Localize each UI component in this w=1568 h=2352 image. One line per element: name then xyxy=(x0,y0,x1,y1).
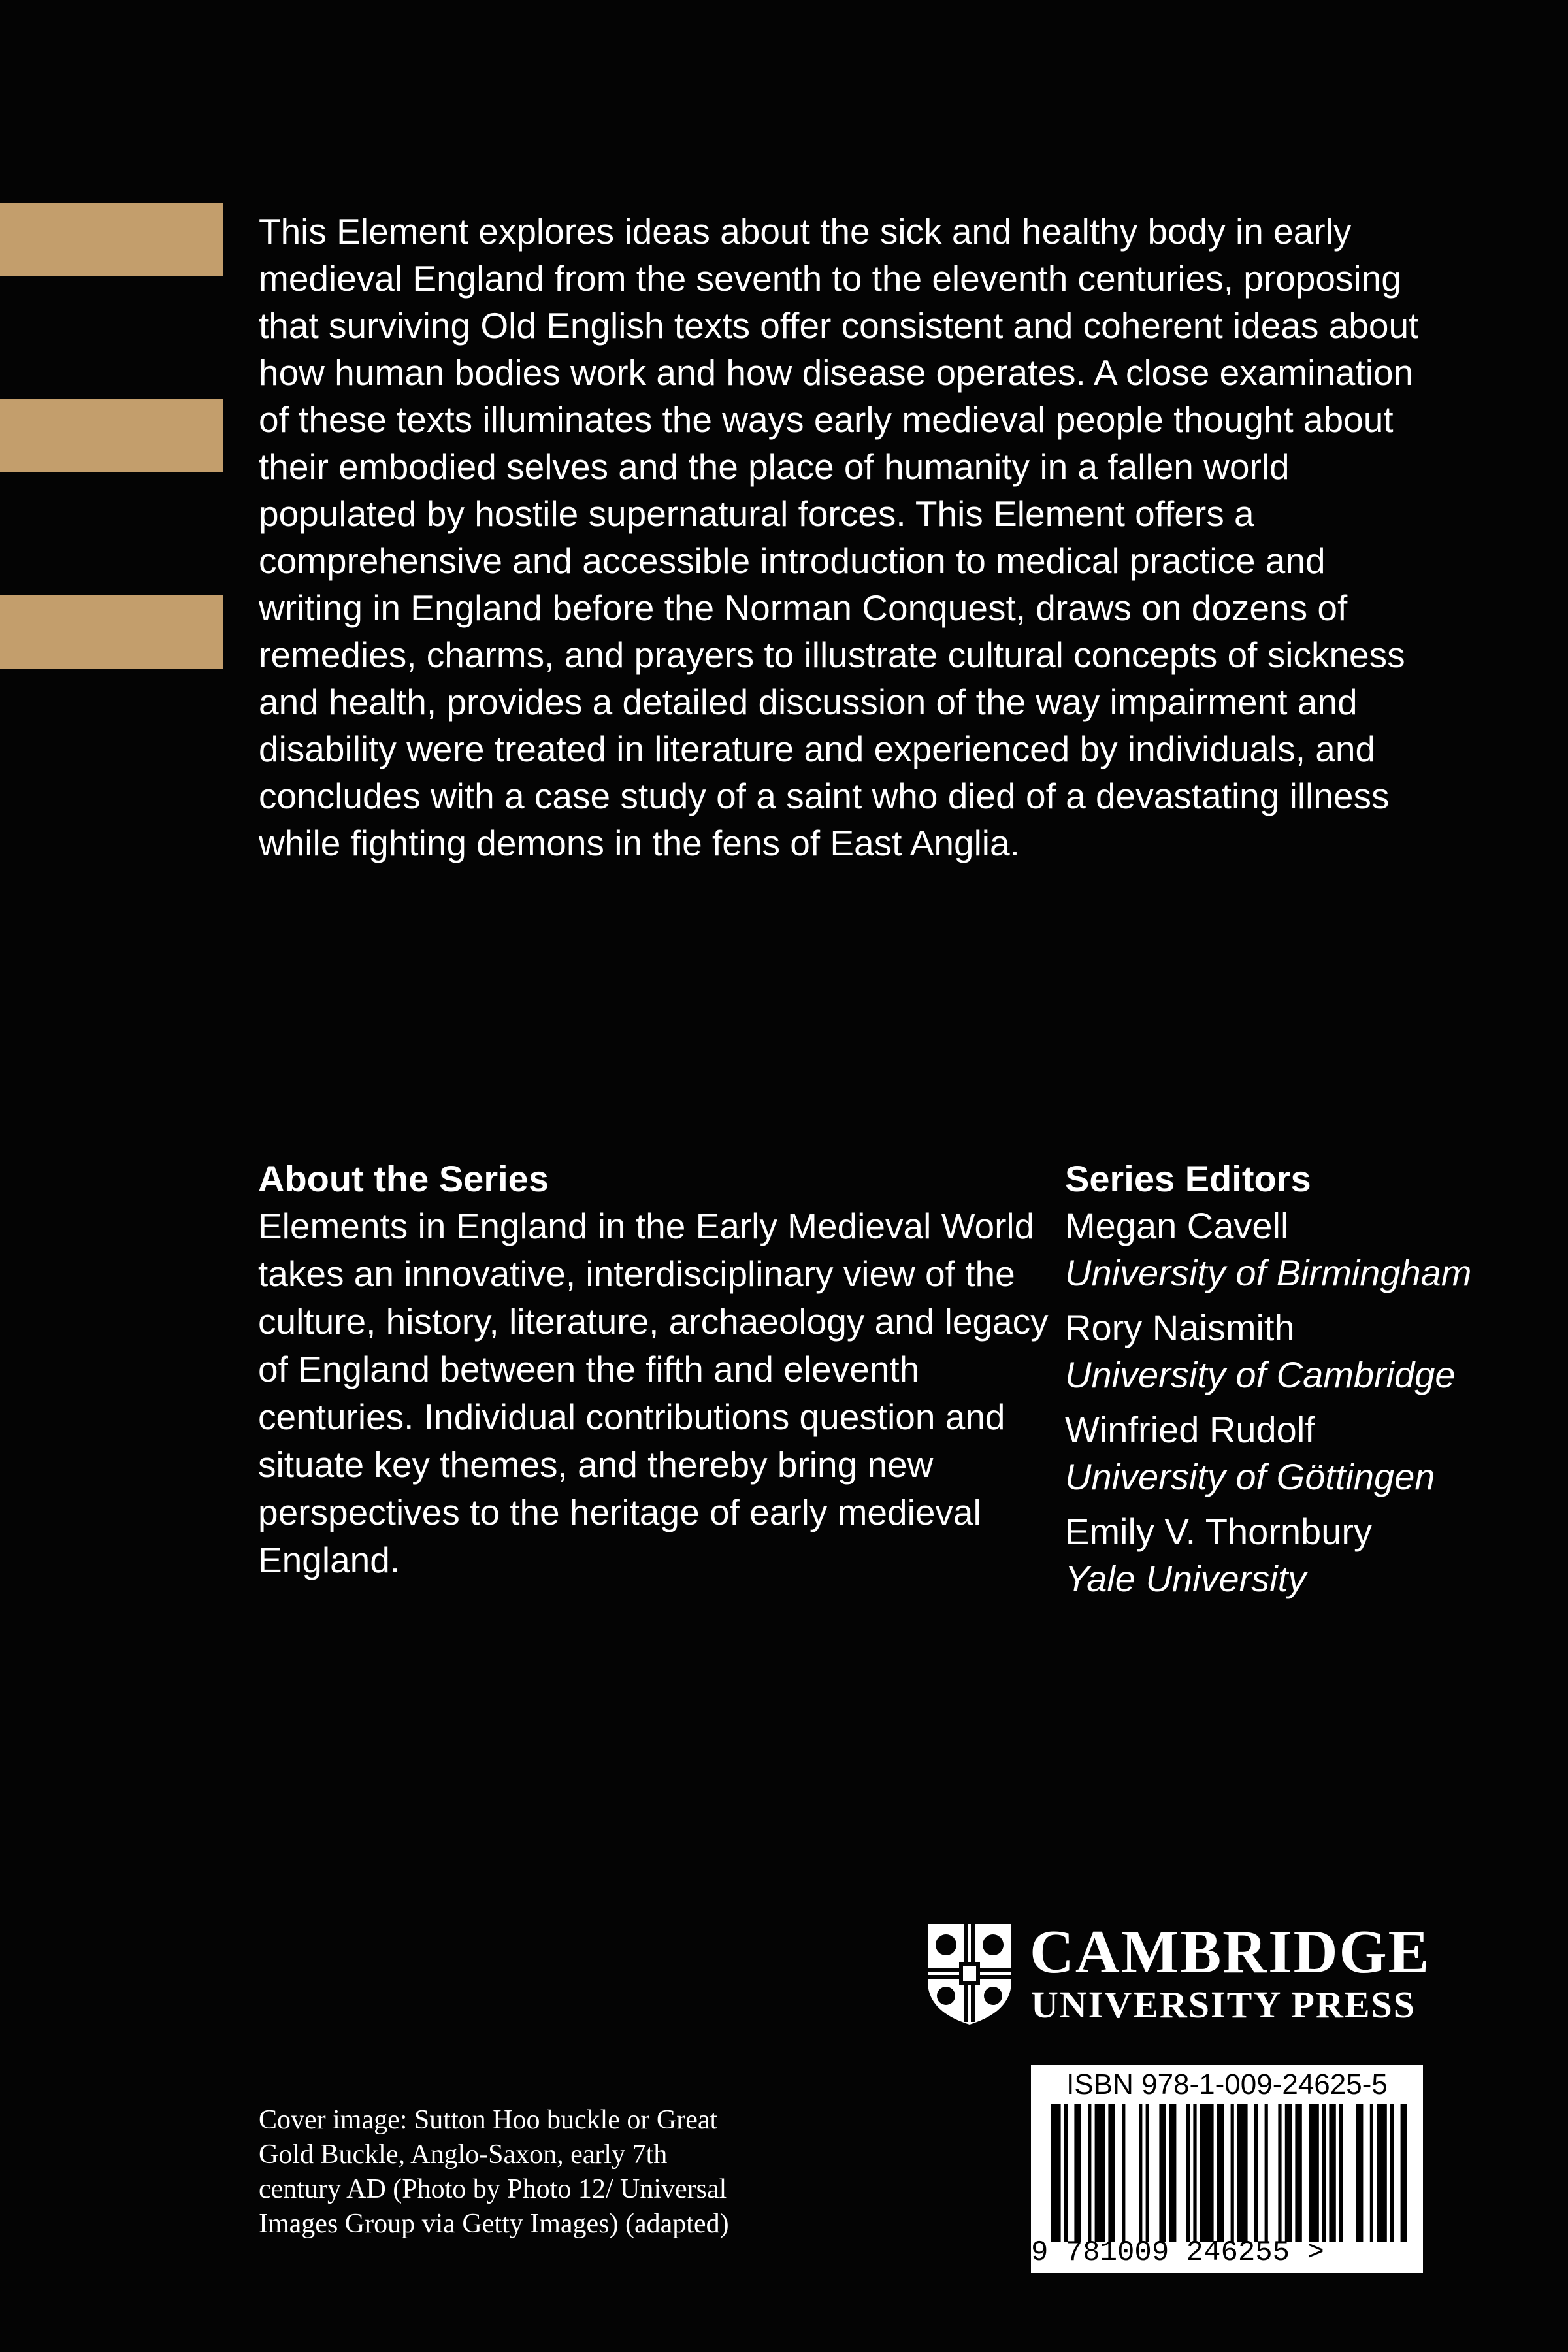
editor-entry xyxy=(1065,1202,1561,1297)
editor-affiliation: Yale University xyxy=(1065,1558,1307,1599)
about-the-series-section xyxy=(258,1155,1049,1584)
publisher-subname: UNIVERSITY PRESS xyxy=(1031,1983,1416,2026)
editor-entry xyxy=(1065,1304,1561,1399)
cover-image-credit: Cover image: Sutton Hoo buckle or Great Gold Buckle, Anglo-Saxon, early 7th century AD (Photo by Photo 12/ Universal Images Group via Getty Images) (adapted) xyxy=(259,2105,729,2239)
university-shield-icon xyxy=(925,1921,1014,2027)
series-editors-section xyxy=(1065,1155,1561,1602)
editor-entry xyxy=(1065,1508,1561,1602)
publisher-name: CAMBRIDGE xyxy=(1030,1918,1431,1986)
editors-heading: Series Editors xyxy=(1065,1158,1311,1199)
isbn-label: ISBN 978-1-009-24625-5 xyxy=(1066,2068,1388,2100)
book-description: This Element explores ideas about the sick and healthy body in early medieval England from the seventh to the eleventh centuries, proposing that surviving Old English texts offer consistent and coherent ideas about how human bodies work and how disease operates. A close examination of these texts illuminates the ways early medieval people thought about their embodied selves and the place of humanity in a fallen world populated by hostile supernatural forces. This Element offers a comprehensive and accessible introduction to medical practice and writing in England before the Norman Conquest, draws on dozens of remedies, charms, and prayers to illustrate cultural concepts of sickness and health, provides a detailed discussion of the way impairment and disability were treated in literature and experienced by individuals, and concludes with a case study of a saint who died of a devastating illness while fighting demons in the fens of East Anglia. xyxy=(259,211,1419,863)
editor-affiliation: University of Birmingham xyxy=(1065,1252,1472,1293)
about-heading: About the Series xyxy=(258,1158,549,1199)
barcode-digits: 9 781009 246255 > xyxy=(1031,2236,1324,2269)
editor-entry xyxy=(1065,1406,1561,1500)
editor-name: Emily V. Thornbury xyxy=(1065,1511,1372,1552)
editor-name: Winfried Rudolf xyxy=(1065,1409,1315,1450)
editor-affiliation: University of Cambridge xyxy=(1065,1354,1456,1395)
accent-bar-top xyxy=(0,203,223,276)
editor-name: Rory Naismith xyxy=(1065,1307,1295,1348)
publisher-logo xyxy=(925,1918,1435,2029)
barcode-bars xyxy=(1045,2104,1411,2242)
accent-bar-bottom xyxy=(0,595,223,669)
editor-affiliation: University of Göttingen xyxy=(1065,1456,1435,1497)
isbn-barcode xyxy=(1031,2065,1423,2273)
editor-name: Megan Cavell xyxy=(1065,1205,1289,1246)
about-body: Elements in England in the Early Medieval World takes an innovative, interdisciplinary view of the culture, history, literature, archaeology and legacy of England between the fifth and eleventh centuries. Individual contributions question and situate key themes, and thereby bring new perspectives to the heritage of early medieval England. xyxy=(258,1206,1049,1580)
accent-bar-middle xyxy=(0,399,223,472)
